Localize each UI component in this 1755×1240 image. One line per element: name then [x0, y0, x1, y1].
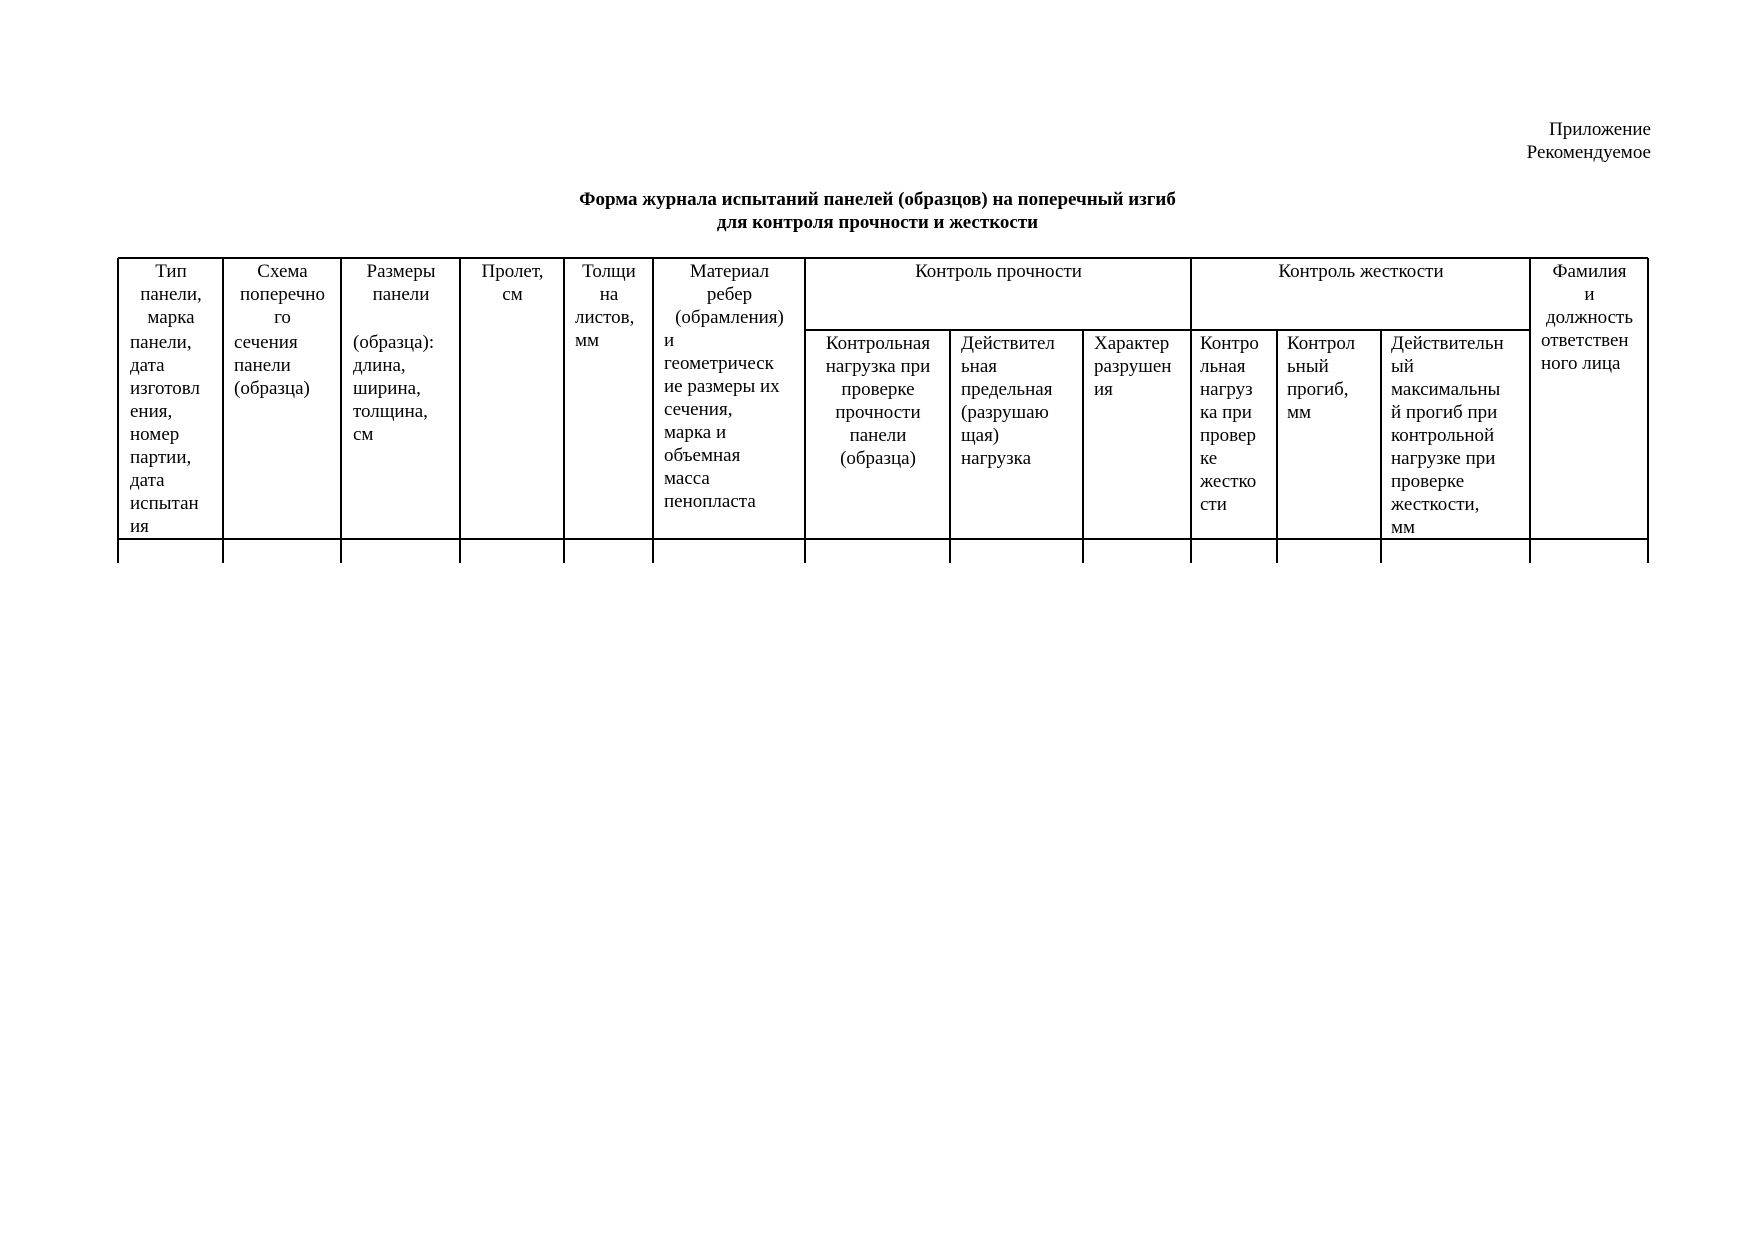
header-text-line: Схема	[257, 261, 308, 282]
header-text-line: жесткости,	[1391, 494, 1480, 515]
header-section-scheme-bottom	[234, 331, 310, 400]
header-text-line: прочности	[835, 402, 921, 423]
header-text-line: см	[353, 424, 374, 445]
header-failure-character	[1094, 332, 1171, 401]
header-span	[462, 260, 563, 306]
header-panel-type-bottom	[130, 331, 200, 538]
header-text-line: предельная	[961, 379, 1053, 400]
title-line-2: для контроля прочности и жесткости	[716, 212, 1039, 233]
header-text-line: й прогиб при	[1391, 402, 1498, 423]
header-text-line: нагрузка	[961, 448, 1032, 469]
header-text-line: разрушен	[1094, 356, 1172, 377]
header-text-line: листов,	[575, 307, 635, 328]
header-text-line: ка при	[1200, 402, 1252, 423]
header-text-line: ьный	[1287, 356, 1329, 377]
header-text-line: номер	[130, 424, 180, 445]
header-text-line: сти	[1200, 494, 1227, 515]
header-text-line: ке	[1200, 448, 1218, 469]
group-strength-control: Контроль прочности	[915, 261, 1082, 282]
header-text-line: марка и	[664, 422, 727, 443]
header-text-line: мм	[1287, 402, 1312, 423]
header-text-line: провер	[1200, 425, 1256, 446]
header-text-line: Контрол	[1287, 333, 1356, 354]
header-text-line: мм	[575, 330, 600, 351]
header-text-line: ие размеры их	[664, 376, 780, 397]
header-panel-sizes-top	[343, 260, 459, 306]
appendix-status: Рекомендуемое	[1526, 142, 1651, 163]
header-text-line: панели,	[140, 284, 202, 305]
header-text-line: (образца):	[353, 332, 435, 353]
header-panel-sizes-bottom	[353, 331, 434, 446]
header-text-line: щая)	[961, 425, 1000, 446]
group-stiffness-control: Контроль жесткости	[1278, 261, 1444, 282]
header-text-line: ый	[1391, 356, 1414, 377]
header-text-line: нагрузке при	[1391, 448, 1496, 469]
header-text-line: сечения	[234, 332, 298, 353]
header-text-line: (разрушаю	[961, 402, 1049, 423]
header-responsible-person-top	[1532, 260, 1647, 329]
header-text-line: жестко	[1200, 471, 1257, 492]
header-text-line: геометрическ	[664, 353, 774, 374]
header-text-line: Фамилия	[1552, 261, 1627, 282]
header-text-line: Контрольная	[825, 333, 931, 354]
header-text-line: проверке	[841, 379, 915, 400]
header-control-load-strength	[807, 332, 949, 470]
header-text-line: длина,	[353, 355, 406, 376]
header-text-line: нагруз	[1200, 379, 1253, 400]
header-text-line: панели	[372, 284, 430, 305]
header-text-line: Действительн	[1391, 333, 1504, 354]
header-text-line: объемная	[664, 445, 741, 466]
header-text-line: Контро	[1200, 333, 1259, 354]
header-text-line: на	[599, 284, 619, 305]
header-text-line: (образца)	[840, 448, 916, 469]
header-text-line: Размеры	[366, 261, 436, 282]
header-control-deflection	[1287, 332, 1355, 424]
appendix-label: Приложение	[1549, 119, 1651, 140]
header-text-line: мм	[1391, 517, 1416, 538]
header-text-line: прогиб,	[1287, 379, 1349, 400]
title-line-1: Форма журнала испытаний панелей (образцов) на поперечный изгиб	[579, 189, 1176, 210]
header-text-line: ия	[1094, 379, 1113, 400]
header-text-line: ного лица	[1541, 353, 1621, 374]
header-text-line: го	[274, 307, 291, 328]
header-section-scheme-top	[225, 260, 340, 329]
header-text-line: и	[1584, 284, 1595, 305]
header-text-line: сечения,	[664, 399, 733, 420]
header-text-line: ответствен	[1541, 330, 1629, 351]
header-text-line: контрольной	[1391, 425, 1495, 446]
header-text-line: ребер	[706, 284, 753, 305]
header-rib-material-bottom	[664, 329, 780, 513]
header-text-line: дата	[130, 470, 165, 491]
header-text-line: пенопласта	[664, 491, 756, 512]
header-text-line: Материал	[689, 261, 770, 282]
header-text-line: льная	[1200, 356, 1246, 377]
header-text-line: Характер	[1094, 333, 1170, 354]
header-text-line: партии,	[130, 447, 192, 468]
header-text-line: максимальны	[1391, 379, 1501, 400]
header-text-line: нагрузка при	[825, 356, 931, 377]
header-text-line: (образца)	[234, 378, 310, 399]
header-text-line: см	[502, 284, 523, 305]
header-text-line: Толщи	[582, 261, 636, 282]
header-text-line: проверке	[1391, 471, 1465, 492]
header-text-line: (обрамления)	[675, 307, 784, 328]
header-text-line: марка	[147, 307, 195, 328]
header-text-line: Пролет,	[481, 261, 544, 282]
header-text-line: ширина,	[353, 378, 421, 399]
header-text-line: испытан	[130, 493, 199, 514]
header-sheet-thickness-top	[566, 260, 652, 306]
header-text-line: Действител	[961, 333, 1055, 354]
header-panel-type-top	[120, 260, 222, 329]
header-text-line: толщина,	[353, 401, 428, 422]
header-text-line: панели	[234, 355, 291, 376]
header-text-line: ьная	[961, 356, 998, 377]
header-control-load-stiffness	[1200, 332, 1259, 516]
header-text-line: ия	[130, 516, 149, 537]
header-sheet-thickness-bottom	[575, 306, 634, 352]
header-text-line: дата	[130, 355, 165, 376]
header-text-line: панели	[849, 425, 907, 446]
header-text-line: масса	[664, 468, 710, 489]
header-text-line: изготовл	[130, 378, 200, 399]
header-text-line: должность	[1545, 307, 1634, 328]
header-rib-material-top	[655, 260, 804, 329]
header-responsible-person-bottom	[1541, 329, 1629, 375]
header-text-line: Тип	[155, 261, 187, 282]
header-text-line: панели,	[130, 332, 192, 353]
header-actual-ultimate-load	[961, 332, 1055, 470]
header-text-line: и	[664, 330, 675, 351]
header-actual-max-deflection	[1391, 332, 1504, 539]
header-text-line: ения,	[130, 401, 173, 422]
header-text-line: поперечно	[240, 284, 325, 305]
